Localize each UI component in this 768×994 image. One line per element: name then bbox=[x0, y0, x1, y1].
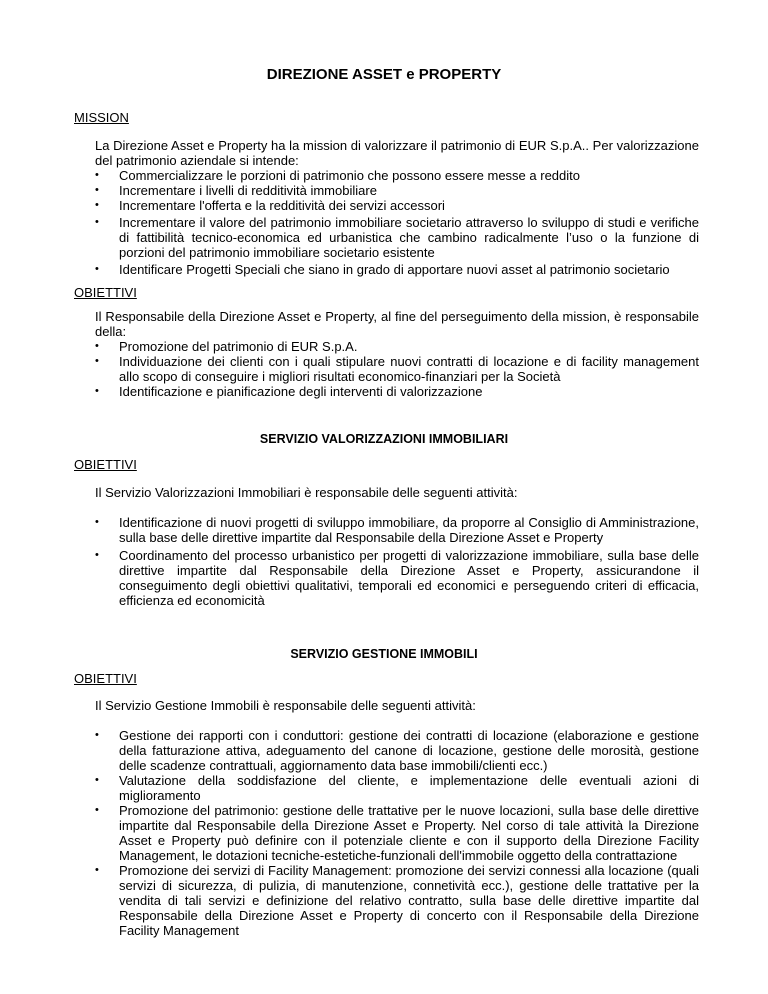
list-item: • Coordinamento del processo urbanistico per progetti di valorizzazione immobiliare, sulla base delle direttive impartite dal Responsabile della Direzione Asset e Property, assicurandone il conseguimento degli obiettivi qualitativi, temporali ed economici e perseguendo criteri di efficacia, efficienza ed economicità bbox=[95, 548, 699, 608]
valorizzazioni-list bbox=[95, 515, 699, 608]
mission-list bbox=[95, 168, 699, 277]
valorizzazioni-block bbox=[95, 485, 699, 608]
mission-block bbox=[95, 138, 699, 277]
gestione-list bbox=[95, 728, 699, 938]
obiettivi-block bbox=[95, 309, 699, 399]
list-item: • Promozione dei servizi di Facility Management: promozione dei servizi connessi alla locazione (quali servizi di sicurezza, di pulizia, di manutenzione, connetività ecc.), gestione delle trattative per la vendita di tali servizi e definizione del relativo contratto, sulla base delle direttive impartite dal Responsabile della Direzione Asset e Property di concerto con il Responsabile della Direzione Facility Management bbox=[95, 863, 699, 938]
obiettivi-list bbox=[95, 339, 699, 399]
list-item: • Identificazione di nuovi progetti di sviluppo immobiliare, da proporre al Consiglio di Amministrazione, sulla base delle direttive impartite dal Responsabile della Direzione Asset e Property bbox=[95, 515, 699, 545]
gestione-intro: Il Servizio Gestione Immobili è responsabile delle seguenti attività: bbox=[95, 698, 476, 713]
bullet-icon: • bbox=[95, 729, 99, 741]
list-item: • Promozione del patrimonio di EUR S.p.A. bbox=[95, 339, 358, 354]
bullet-icon: • bbox=[95, 864, 99, 876]
valorizzazioni-obiettivi-heading: OBIETTIVI bbox=[74, 457, 137, 472]
list-item: • Incrementare il valore del patrimonio immobiliare societario attraverso lo sviluppo di studi e verifiche di fattibilità tecnico-economica ed urbanistica che cambino radicalmente l’uso o la funzione di porzioni del patrimonio immobiliare societario esistente bbox=[95, 215, 699, 260]
list-item: • Promozione del patrimonio: gestione delle trattative per le nuove locazioni, sulla base delle direttive impartite dal Responsabile della Direzione Asset e Property. Nel corso di tale attività la Direzione Asset e Property può definire con il potenziale cliente e con il supporto della Direzione Facility Management, le dotazioni tecniche-estetiche-funzionali dell'immobile oggetto della contrattazione bbox=[95, 803, 699, 863]
obiettivi-heading: OBIETTIVI bbox=[74, 285, 137, 300]
list-item: • Individuazione dei clienti con i quali stipulare nuovi contratti di locazione e di facility management allo scopo di conseguire i migliori risultati economico-finanziari per la Società bbox=[95, 354, 699, 384]
bullet-icon: • bbox=[95, 263, 99, 275]
gestione-obiettivi-heading: OBIETTIVI bbox=[74, 671, 137, 686]
list-item: • Identificare Progetti Speciali che siano in grado di apportare nuovi asset al patrimonio societario bbox=[95, 262, 670, 277]
list-item: • Commercializzare le porzioni di patrimonio che possono essere messe a reddito bbox=[95, 168, 580, 183]
bullet-icon: • bbox=[95, 355, 99, 367]
bullet-icon: • bbox=[95, 184, 99, 196]
servizio-valorizzazioni-title: SERVIZIO VALORIZZAZIONI IMMOBILIARI bbox=[259, 432, 509, 446]
bullet-icon: • bbox=[95, 774, 99, 786]
bullet-icon: • bbox=[95, 216, 99, 228]
bullet-icon: • bbox=[95, 516, 99, 528]
list-item: • Gestione dei rapporti con i conduttori: gestione dei contratti di locazione (elaborazione e gestione della fatturazione attiva, adeguamento del canone di locazione, gestione delle morosità, gestione delle scadenze contrattuali, aggiornamento data base immobili/clienti ecc.) bbox=[95, 728, 699, 773]
bullet-icon: • bbox=[95, 804, 99, 816]
mission-heading: MISSION bbox=[74, 110, 129, 125]
bullet-icon: • bbox=[95, 385, 99, 397]
list-item: • Identificazione e pianificazione degli interventi di valorizzazione bbox=[95, 384, 483, 399]
servizio-gestione-title: SERVIZIO GESTIONE IMMOBILI bbox=[290, 647, 478, 661]
bullet-icon: • bbox=[95, 169, 99, 181]
valorizzazioni-intro: Il Servizio Valorizzazioni Immobiliari è responsabile delle seguenti attività: bbox=[95, 485, 518, 500]
document-title: DIREZIONE ASSET e PROPERTY bbox=[266, 66, 502, 83]
gestione-block bbox=[95, 698, 699, 938]
bullet-icon: • bbox=[95, 340, 99, 352]
list-item: • Incrementare i livelli di redditività immobiliare bbox=[95, 183, 377, 198]
bullet-icon: • bbox=[95, 199, 99, 211]
obiettivi-intro: Il Responsabile della Direzione Asset e Property, al fine del perseguimento della mission, è responsabile della: bbox=[95, 309, 699, 339]
list-item: • Incrementare l'offerta e la redditività dei servizi accessori bbox=[95, 198, 445, 213]
list-item: • Valutazione della soddisfazione del cliente, e implementazione delle eventuali azioni di miglioramento bbox=[95, 773, 699, 803]
bullet-icon: • bbox=[95, 549, 99, 561]
mission-intro: La Direzione Asset e Property ha la mission di valorizzare il patrimonio di EUR S.p.A.. Per valorizzazione del patrimonio aziendale si intende: bbox=[95, 138, 699, 168]
